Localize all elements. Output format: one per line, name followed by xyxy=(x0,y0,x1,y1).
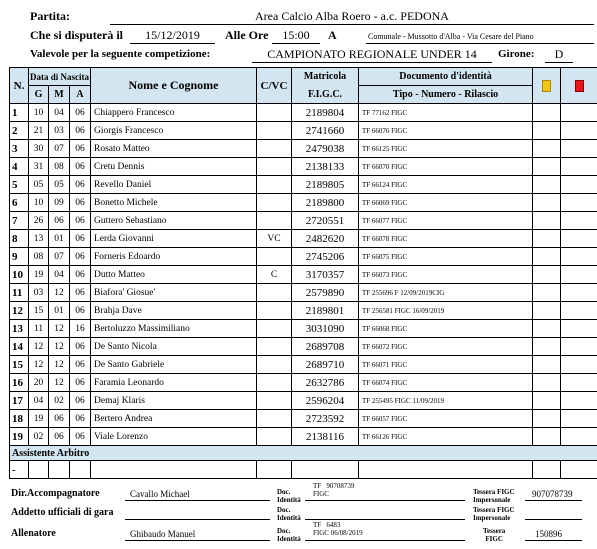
data-value: 15/12/2019 xyxy=(145,28,200,42)
birth-day: 30 xyxy=(29,140,49,158)
dir-doc-underline xyxy=(305,500,465,501)
player-number: 13 xyxy=(10,320,29,338)
matricola: 2741660 xyxy=(292,122,359,140)
captain-mark xyxy=(257,194,292,212)
col-header-documento: Documento d'identità xyxy=(359,68,533,86)
player-number: 16 xyxy=(10,374,29,392)
document: TF 66073 FIGC xyxy=(359,266,533,284)
allenatore-doc-value: TF 6483 FIGC 06/08/2019 xyxy=(313,521,363,537)
col-header-tipo: Tipo - Numero - Rilascio xyxy=(359,86,533,104)
dir-doc-label: Doc. Identità xyxy=(277,488,301,504)
table-row xyxy=(10,122,597,140)
table-row xyxy=(10,158,597,176)
col-header-m: M xyxy=(49,86,70,104)
birth-year: 06 xyxy=(70,230,91,248)
dir-doc-value: TF 90708739 FIGC xyxy=(313,482,355,498)
girone-underline xyxy=(545,62,573,63)
player-number: 6 xyxy=(10,194,29,212)
dir-label: Dir.Accompagnatore xyxy=(11,488,100,499)
dir-underline xyxy=(125,500,270,501)
captain-mark xyxy=(257,104,292,122)
player-name: Lerda Giovanni xyxy=(91,230,257,248)
captain-mark xyxy=(257,356,292,374)
birth-month: 07 xyxy=(49,248,70,266)
red-card-cell xyxy=(561,248,597,266)
birth-year: 06 xyxy=(70,122,91,140)
captain-mark: C xyxy=(257,266,292,284)
birth-month: 06 xyxy=(49,212,70,230)
document: TF 66078 FIGC xyxy=(359,230,533,248)
player-name: Cretu Dennis xyxy=(91,158,257,176)
dir-value: Cavallo Michael xyxy=(130,489,190,499)
yellow-card-cell xyxy=(533,338,561,356)
captain-mark xyxy=(257,338,292,356)
red-card-cell xyxy=(561,302,597,320)
birth-day: 08 xyxy=(29,248,49,266)
birth-month: 06 xyxy=(49,428,70,446)
partita-label: Partita: xyxy=(30,9,70,23)
red-card-cell xyxy=(561,104,597,122)
empty-cell xyxy=(70,461,91,479)
document: TF 66070 FIGC xyxy=(359,158,533,176)
allenatore-doc-underline xyxy=(305,540,465,541)
player-name: Chiappero Francesco xyxy=(91,104,257,122)
birth-month: 12 xyxy=(49,374,70,392)
document: TF 256581 FIGC 16/09/2019 xyxy=(359,302,533,320)
red-card-cell xyxy=(561,428,597,446)
allenatore-tessera-label: Tessera FIGC xyxy=(483,527,506,543)
table-header-row-1 xyxy=(10,68,597,86)
partita-value: Area Calcio Alba Roero - a.c. PEDONA xyxy=(255,9,449,23)
empty-cell xyxy=(29,461,49,479)
data-underline xyxy=(130,43,215,44)
document: TF 66126 FIGC xyxy=(359,428,533,446)
birth-day: 15 xyxy=(29,302,49,320)
player-name: Brahja Dave xyxy=(91,302,257,320)
table-row xyxy=(10,302,597,320)
player-number: 3 xyxy=(10,140,29,158)
allenatore-label: Allenatore xyxy=(11,528,56,539)
dir-tessera-underline xyxy=(525,500,582,501)
matricola: 3170357 xyxy=(292,266,359,284)
red-card-cell xyxy=(561,212,597,230)
table-row xyxy=(10,410,597,428)
col-header-cvc: C/VC xyxy=(257,68,292,104)
matricola: 2632786 xyxy=(292,374,359,392)
document: TF 66071 FIGC xyxy=(359,356,533,374)
girone-value: D xyxy=(554,47,564,61)
col-header-g: G xyxy=(29,86,49,104)
yellow-card-header xyxy=(533,68,561,104)
birth-year: 06 xyxy=(70,158,91,176)
birth-month: 09 xyxy=(49,194,70,212)
player-name: Rosato Matteo xyxy=(91,140,257,158)
matricola: 2189801 xyxy=(292,302,359,320)
birth-month: 12 xyxy=(49,320,70,338)
captain-mark xyxy=(257,176,292,194)
birth-year: 06 xyxy=(70,356,91,374)
table-row xyxy=(10,140,597,158)
player-number: 12 xyxy=(10,302,29,320)
allenatore-value: Ghibaudo Manuel xyxy=(130,529,196,539)
partita-underline xyxy=(110,24,594,25)
birth-month: 05 xyxy=(49,176,70,194)
empty-cell xyxy=(359,461,533,479)
birth-day: 12 xyxy=(29,356,49,374)
captain-mark xyxy=(257,248,292,266)
red-card-cell xyxy=(561,410,597,428)
birth-day: 03 xyxy=(29,284,49,302)
birth-month: 02 xyxy=(49,392,70,410)
matricola: 2138133 xyxy=(292,158,359,176)
table-row xyxy=(10,248,597,266)
red-card-cell xyxy=(561,266,597,284)
table-row xyxy=(10,338,597,356)
col-header-figc: F.I.G.C. xyxy=(292,86,359,104)
addetto-underline xyxy=(125,519,270,520)
document: TF 255495 FIGC 11/09/2019 xyxy=(359,392,533,410)
table-row xyxy=(10,284,597,302)
matricola: 2189804 xyxy=(292,104,359,122)
addetto-tessera-label: Tessera FIGC Impersonale xyxy=(473,506,515,522)
player-number: 17 xyxy=(10,392,29,410)
birth-year: 06 xyxy=(70,302,91,320)
player-name: Viale Lorenzo xyxy=(91,428,257,446)
player-number: 8 xyxy=(10,230,29,248)
document: TF 66069 FIGC xyxy=(359,194,533,212)
red-card-icon xyxy=(575,80,584,92)
birth-day: 19 xyxy=(29,410,49,428)
red-card-cell xyxy=(561,122,597,140)
players-table xyxy=(9,67,597,479)
player-name: Giorgis Francesco xyxy=(91,122,257,140)
yellow-card-cell xyxy=(533,104,561,122)
matricola: 2689708 xyxy=(292,338,359,356)
assistente-header-row xyxy=(10,446,597,461)
birth-month: 01 xyxy=(49,302,70,320)
table-row xyxy=(10,230,597,248)
captain-mark xyxy=(257,140,292,158)
player-number: 1 xyxy=(10,104,29,122)
birth-day: 11 xyxy=(29,320,49,338)
yellow-card-cell xyxy=(533,392,561,410)
player-name: Bonetto Michele xyxy=(91,194,257,212)
table-row xyxy=(10,392,597,410)
birth-day: 02 xyxy=(29,428,49,446)
player-number: 10 xyxy=(10,266,29,284)
yellow-card-cell xyxy=(533,428,561,446)
matricola: 3031090 xyxy=(292,320,359,338)
empty-cell xyxy=(292,461,359,479)
birth-day: 26 xyxy=(29,212,49,230)
birth-year: 06 xyxy=(70,374,91,392)
matricola: 2138116 xyxy=(292,428,359,446)
col-header-data-nascita: Data di Nascita xyxy=(29,68,91,86)
table-row xyxy=(10,374,597,392)
player-name: Faramia Leonardo xyxy=(91,374,257,392)
birth-month: 04 xyxy=(49,104,70,122)
player-name: Bertero Andrea xyxy=(91,410,257,428)
table-row xyxy=(10,176,597,194)
document: TF 77162 FIGC xyxy=(359,104,533,122)
col-header-matricola: Matricola xyxy=(292,68,359,86)
matricola: 2689710 xyxy=(292,356,359,374)
red-card-cell xyxy=(561,284,597,302)
player-name: Demaj Klaris xyxy=(91,392,257,410)
birth-day: 10 xyxy=(29,194,49,212)
captain-mark xyxy=(257,212,292,230)
yellow-card-cell xyxy=(533,176,561,194)
girone-label: Girone: xyxy=(498,48,535,60)
player-number: 15 xyxy=(10,356,29,374)
birth-year: 06 xyxy=(70,176,91,194)
captain-mark xyxy=(257,428,292,446)
yellow-card-cell xyxy=(533,374,561,392)
captain-mark xyxy=(257,158,292,176)
addetto-label: Addetto ufficiali di gara xyxy=(11,507,114,518)
yellow-card-cell xyxy=(533,140,561,158)
birth-year: 06 xyxy=(70,194,91,212)
yellow-card-cell xyxy=(533,122,561,140)
player-name: De Santo Nicola xyxy=(91,338,257,356)
red-card-header xyxy=(561,68,597,104)
birth-year: 06 xyxy=(70,338,91,356)
ore-underline xyxy=(272,43,320,44)
captain-mark xyxy=(257,320,292,338)
captain-mark xyxy=(257,374,292,392)
birth-month: 03 xyxy=(49,122,70,140)
birth-year: 06 xyxy=(70,284,91,302)
yellow-card-cell xyxy=(533,302,561,320)
table-row xyxy=(10,356,597,374)
yellow-card-cell xyxy=(533,410,561,428)
red-card-cell xyxy=(561,320,597,338)
captain-mark xyxy=(257,392,292,410)
red-card-cell xyxy=(561,140,597,158)
yellow-card-cell xyxy=(533,158,561,176)
yellow-card-cell xyxy=(533,194,561,212)
empty-cell xyxy=(91,461,257,479)
document: TF 66057 FIGC xyxy=(359,410,533,428)
birth-month: 12 xyxy=(49,284,70,302)
table-row xyxy=(10,104,597,122)
empty-cell xyxy=(561,461,597,479)
yellow-card-cell xyxy=(533,248,561,266)
birth-month: 12 xyxy=(49,338,70,356)
empty-cell xyxy=(533,461,561,479)
birth-year: 06 xyxy=(70,104,91,122)
captain-mark xyxy=(257,410,292,428)
allenatore-doc-label: Doc. Identità xyxy=(277,527,301,543)
document: TF 66074 FIGC xyxy=(359,374,533,392)
birth-month: 07 xyxy=(49,140,70,158)
birth-year: 06 xyxy=(70,140,91,158)
competizione-label: Valevole per la seguente competizione: xyxy=(30,48,211,60)
captain-mark xyxy=(257,122,292,140)
birth-day: 21 xyxy=(29,122,49,140)
birth-month: 01 xyxy=(49,230,70,248)
matricola: 2720551 xyxy=(292,212,359,230)
dir-tessera-value: 907078739 xyxy=(532,489,573,499)
matricola: 2745206 xyxy=(292,248,359,266)
birth-day: 05 xyxy=(29,176,49,194)
matricola: 2579890 xyxy=(292,284,359,302)
red-card-cell xyxy=(561,356,597,374)
birth-day: 20 xyxy=(29,374,49,392)
col-header-a: A xyxy=(70,86,91,104)
matricola: 2189805 xyxy=(292,176,359,194)
empty-cell xyxy=(49,461,70,479)
player-number: 19 xyxy=(10,428,29,446)
luogo-underline xyxy=(366,43,594,44)
competizione-underline xyxy=(252,62,492,63)
ore-label: Alle Ore xyxy=(225,28,269,42)
player-name: Bertoluzzo Massimiliano xyxy=(91,320,257,338)
player-number: 7 xyxy=(10,212,29,230)
red-card-cell xyxy=(561,374,597,392)
matricola: 2723592 xyxy=(292,410,359,428)
birth-year: 16 xyxy=(70,320,91,338)
yellow-card-cell xyxy=(533,212,561,230)
player-number: 18 xyxy=(10,410,29,428)
data-label: Che si disputerà il xyxy=(30,28,124,42)
ore-value: 15:00 xyxy=(282,28,310,42)
addetto-tessera-underline xyxy=(525,519,582,520)
table-row xyxy=(10,266,597,284)
birth-month: 04 xyxy=(49,266,70,284)
matricola: 2479038 xyxy=(292,140,359,158)
document: TF 66076 FIGC xyxy=(359,122,533,140)
a-label: A xyxy=(328,28,337,42)
red-card-cell xyxy=(561,338,597,356)
yellow-card-cell xyxy=(533,320,561,338)
col-header-n: N. xyxy=(10,68,29,104)
col-header-nome: Nome e Cognome xyxy=(91,68,257,104)
matricola: 2189800 xyxy=(292,194,359,212)
player-name: De Santo Gabriele xyxy=(91,356,257,374)
birth-day: 10 xyxy=(29,104,49,122)
birth-day: 04 xyxy=(29,392,49,410)
table-row xyxy=(10,428,597,446)
match-header xyxy=(0,0,597,68)
player-name: Revello Daniel xyxy=(91,176,257,194)
player-name: Guttero Sebastiano xyxy=(91,212,257,230)
player-number: 11 xyxy=(10,284,29,302)
birth-year: 06 xyxy=(70,392,91,410)
player-number: 14 xyxy=(10,338,29,356)
yellow-card-cell xyxy=(533,284,561,302)
yellow-card-cell xyxy=(533,266,561,284)
luogo-value: Comunale - Mussotto d'Alba - Via Cesare del Piano xyxy=(368,32,534,41)
competizione-value: CAMPIONATO REGIONALE UNDER 14 xyxy=(267,47,477,61)
matricola: 2482620 xyxy=(292,230,359,248)
document: TF 255696 F 12/09/2019CIG xyxy=(359,284,533,302)
assistente-row xyxy=(10,461,597,479)
allenatore-tessera-underline xyxy=(525,540,582,541)
birth-month: 06 xyxy=(49,410,70,428)
yellow-card-cell xyxy=(533,356,561,374)
document: TF 66068 FIGC xyxy=(359,320,533,338)
document: TF 66077 FIGC xyxy=(359,212,533,230)
player-number: 5 xyxy=(10,176,29,194)
addetto-doc-underline xyxy=(305,519,465,520)
birth-year: 06 xyxy=(70,410,91,428)
empty-cell xyxy=(257,461,292,479)
document: TF 66075 FIGC xyxy=(359,248,533,266)
birth-year: 06 xyxy=(70,266,91,284)
allenatore-tessera-value: 150896 xyxy=(535,529,562,539)
red-card-cell xyxy=(561,392,597,410)
red-card-cell xyxy=(561,230,597,248)
document: TF 66124 FIGC xyxy=(359,176,533,194)
yellow-card-icon xyxy=(542,80,551,92)
birth-day: 12 xyxy=(29,338,49,356)
player-name: Forneris Edoardo xyxy=(91,248,257,266)
document: TF 66072 FIGC xyxy=(359,338,533,356)
birth-day: 13 xyxy=(29,230,49,248)
player-number: 9 xyxy=(10,248,29,266)
red-card-cell xyxy=(561,176,597,194)
table-row xyxy=(10,320,597,338)
birth-month: 12 xyxy=(49,356,70,374)
dir-tessera-label: Tessera FIGC Impersonale xyxy=(473,488,515,504)
birth-year: 06 xyxy=(70,212,91,230)
assistente-label: Assistente Arbitro xyxy=(10,446,597,461)
table-row xyxy=(10,194,597,212)
yellow-card-cell xyxy=(533,230,561,248)
player-name: Biafora' Giosue' xyxy=(91,284,257,302)
player-number: 4 xyxy=(10,158,29,176)
birth-year: 06 xyxy=(70,428,91,446)
captain-mark xyxy=(257,302,292,320)
document: TF 66125 FIGC xyxy=(359,140,533,158)
player-number: 2 xyxy=(10,122,29,140)
allenatore-underline xyxy=(125,540,270,541)
red-card-cell xyxy=(561,158,597,176)
assistente-value: - xyxy=(10,461,29,479)
birth-day: 19 xyxy=(29,266,49,284)
captain-mark: VC xyxy=(257,230,292,248)
matricola: 2596204 xyxy=(292,392,359,410)
birth-day: 31 xyxy=(29,158,49,176)
birth-year: 06 xyxy=(70,248,91,266)
player-name: Dutto Matteo xyxy=(91,266,257,284)
captain-mark xyxy=(257,284,292,302)
red-card-cell xyxy=(561,194,597,212)
table-row xyxy=(10,212,597,230)
birth-month: 08 xyxy=(49,158,70,176)
addetto-doc-label: Doc. Identità xyxy=(277,506,301,522)
